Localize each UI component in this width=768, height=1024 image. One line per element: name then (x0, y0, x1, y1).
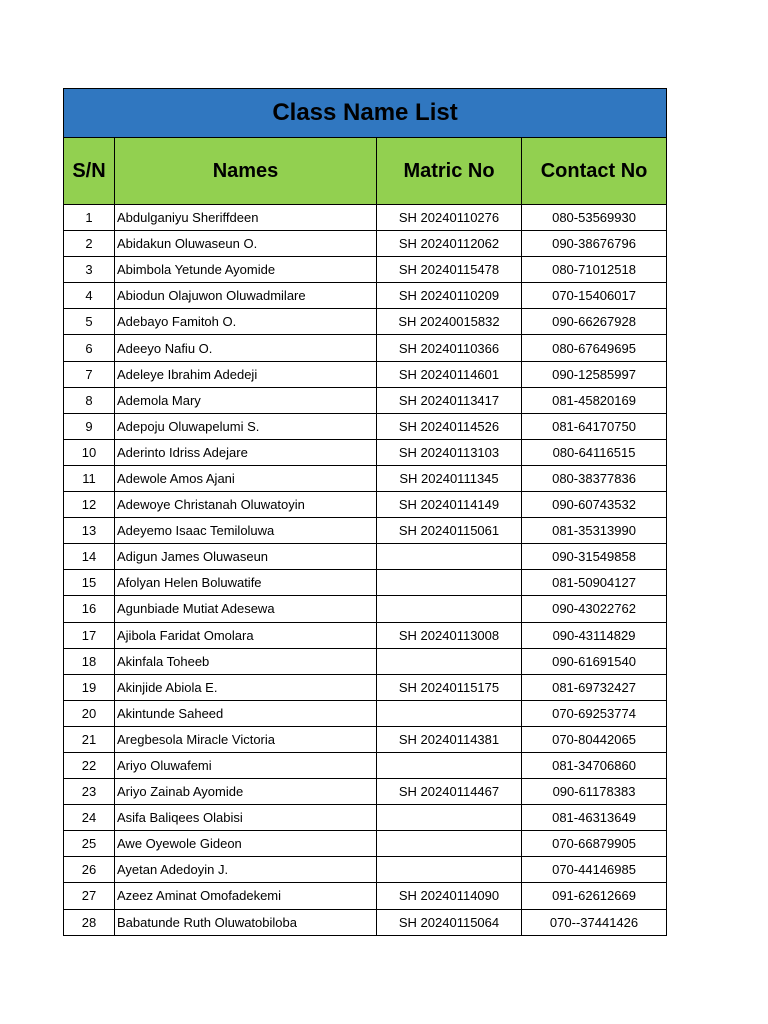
table-row (64, 883, 667, 909)
cell-name: Adepoju Oluwapelumi S. (115, 413, 377, 439)
table-row (64, 309, 667, 335)
cell-matric: SH 20240114526 (377, 413, 522, 439)
cell-matric (377, 570, 522, 596)
cell-name: Akinfala Toheeb (115, 648, 377, 674)
cell-name: Aderinto Idriss Adejare (115, 439, 377, 465)
table-row (64, 413, 667, 439)
cell-matric: SH 20240114090 (377, 883, 522, 909)
cell-name: Agunbiade Mutiat Adesewa (115, 596, 377, 622)
table-row (64, 465, 667, 491)
cell-name: Azeez Aminat Omofadekemi (115, 883, 377, 909)
cell-contact: 090-38676796 (522, 231, 667, 257)
cell-name: Adewole Amos Ajani (115, 465, 377, 491)
cell-matric: SH 20240110366 (377, 335, 522, 361)
cell-name: Abdulganiyu Sheriffdeen (115, 205, 377, 231)
cell-contact: 070-44146985 (522, 857, 667, 883)
cell-contact: 090-66267928 (522, 309, 667, 335)
table-row (64, 805, 667, 831)
cell-sn: 2 (64, 231, 115, 257)
cell-contact: 070-69253774 (522, 700, 667, 726)
table-row (64, 205, 667, 231)
table-row (64, 648, 667, 674)
header-row (64, 138, 667, 205)
cell-name: Adeeyo Nafiu O. (115, 335, 377, 361)
cell-sn: 6 (64, 335, 115, 361)
cell-sn: 20 (64, 700, 115, 726)
table-row (64, 622, 667, 648)
cell-matric: SH 20240114149 (377, 492, 522, 518)
table-row (64, 596, 667, 622)
table-row (64, 492, 667, 518)
cell-contact: 070-66879905 (522, 831, 667, 857)
cell-sn: 13 (64, 518, 115, 544)
cell-contact: 081-46313649 (522, 805, 667, 831)
cell-contact: 090-12585997 (522, 361, 667, 387)
cell-name: Adebayo Famitoh O. (115, 309, 377, 335)
cell-matric: SH 20240114467 (377, 779, 522, 805)
cell-contact: 090-60743532 (522, 492, 667, 518)
table-row (64, 257, 667, 283)
cell-matric (377, 805, 522, 831)
cell-matric: SH 20240114381 (377, 726, 522, 752)
cell-sn: 25 (64, 831, 115, 857)
cell-contact: 080-53569930 (522, 205, 667, 231)
table-row (64, 700, 667, 726)
cell-sn: 14 (64, 544, 115, 570)
cell-contact: 081-35313990 (522, 518, 667, 544)
cell-name: Abiodun Olajuwon Oluwadmilare (115, 283, 377, 309)
cell-sn: 9 (64, 413, 115, 439)
cell-contact: 090-43114829 (522, 622, 667, 648)
cell-contact: 090-61691540 (522, 648, 667, 674)
cell-name: Adeleye Ibrahim Adedeji (115, 361, 377, 387)
table-row (64, 439, 667, 465)
cell-matric (377, 700, 522, 726)
cell-contact: 090-31549858 (522, 544, 667, 570)
header-matric: Matric No (377, 138, 522, 205)
cell-name: Adigun James Oluwaseun (115, 544, 377, 570)
cell-sn: 26 (64, 857, 115, 883)
cell-contact: 091-62612669 (522, 883, 667, 909)
cell-contact: 080-38377836 (522, 465, 667, 491)
cell-sn: 17 (64, 622, 115, 648)
cell-name: Ariyo Oluwafemi (115, 752, 377, 778)
cell-contact: 070-15406017 (522, 283, 667, 309)
cell-sn: 1 (64, 205, 115, 231)
table-row (64, 831, 667, 857)
cell-matric: SH 20240113103 (377, 439, 522, 465)
cell-sn: 11 (64, 465, 115, 491)
cell-contact: 081-69732427 (522, 674, 667, 700)
cell-contact: 081-64170750 (522, 413, 667, 439)
cell-name: Akintunde Saheed (115, 700, 377, 726)
cell-sn: 12 (64, 492, 115, 518)
cell-sn: 8 (64, 387, 115, 413)
cell-sn: 4 (64, 283, 115, 309)
cell-matric: SH 20240110276 (377, 205, 522, 231)
cell-name: Babatunde Ruth Oluwatobiloba (115, 909, 377, 935)
cell-matric: SH 20240115175 (377, 674, 522, 700)
cell-sn: 7 (64, 361, 115, 387)
cell-contact: 070-80442065 (522, 726, 667, 752)
cell-name: Abimbola Yetunde Ayomide (115, 257, 377, 283)
cell-contact: 081-34706860 (522, 752, 667, 778)
cell-name: Abidakun Oluwaseun O. (115, 231, 377, 257)
cell-matric (377, 752, 522, 778)
cell-contact: 081-45820169 (522, 387, 667, 413)
table-row (64, 518, 667, 544)
cell-sn: 16 (64, 596, 115, 622)
table-row (64, 909, 667, 935)
cell-name: Asifa Baliqees Olabisi (115, 805, 377, 831)
cell-sn: 5 (64, 309, 115, 335)
header-sn: S/N (64, 138, 115, 205)
table-row (64, 283, 667, 309)
table-row (64, 570, 667, 596)
cell-sn: 3 (64, 257, 115, 283)
cell-matric: SH 20240113008 (377, 622, 522, 648)
cell-name: Ariyo Zainab Ayomide (115, 779, 377, 805)
cell-matric (377, 544, 522, 570)
sheet-title: Class Name List (64, 89, 667, 138)
table-row (64, 231, 667, 257)
header-contact: Contact No (522, 138, 667, 205)
cell-matric: SH 20240110209 (377, 283, 522, 309)
class-list-table (63, 88, 667, 936)
cell-name: Ademola Mary (115, 387, 377, 413)
cell-matric (377, 648, 522, 674)
cell-matric: SH 20240114601 (377, 361, 522, 387)
cell-sn: 21 (64, 726, 115, 752)
cell-name: Aregbesola Miracle Victoria (115, 726, 377, 752)
cell-matric: SH 20240115478 (377, 257, 522, 283)
cell-name: Awe Oyewole Gideon (115, 831, 377, 857)
cell-matric (377, 857, 522, 883)
table-row (64, 387, 667, 413)
cell-contact: 090-43022762 (522, 596, 667, 622)
cell-matric: SH 20240111345 (377, 465, 522, 491)
cell-matric: SH 20240115061 (377, 518, 522, 544)
table-row (64, 335, 667, 361)
cell-sn: 22 (64, 752, 115, 778)
cell-sn: 15 (64, 570, 115, 596)
cell-sn: 18 (64, 648, 115, 674)
cell-name: Adewoye Christanah Oluwatoyin (115, 492, 377, 518)
cell-name: Akinjide Abiola E. (115, 674, 377, 700)
cell-name: Ayetan Adedoyin J. (115, 857, 377, 883)
cell-contact: 080-67649695 (522, 335, 667, 361)
cell-sn: 28 (64, 909, 115, 935)
cell-name: Ajibola Faridat Omolara (115, 622, 377, 648)
cell-sn: 27 (64, 883, 115, 909)
cell-matric: SH 20240112062 (377, 231, 522, 257)
cell-sn: 19 (64, 674, 115, 700)
cell-contact: 080-64116515 (522, 439, 667, 465)
table-row (64, 752, 667, 778)
table-row (64, 674, 667, 700)
cell-sn: 23 (64, 779, 115, 805)
cell-contact: 090-61178383 (522, 779, 667, 805)
cell-matric: SH 20240113417 (377, 387, 522, 413)
cell-matric (377, 596, 522, 622)
cell-sn: 24 (64, 805, 115, 831)
table-row (64, 857, 667, 883)
cell-name: Adeyemo Isaac Temiloluwa (115, 518, 377, 544)
table-row (64, 361, 667, 387)
cell-matric (377, 831, 522, 857)
cell-matric: SH 20240115064 (377, 909, 522, 935)
cell-matric: SH 20240015832 (377, 309, 522, 335)
cell-sn: 10 (64, 439, 115, 465)
cell-name: Afolyan Helen Boluwatife (115, 570, 377, 596)
cell-contact: 070--37441426 (522, 909, 667, 935)
table-row (64, 726, 667, 752)
table-row (64, 779, 667, 805)
header-names: Names (115, 138, 377, 205)
table-row (64, 544, 667, 570)
cell-contact: 080-71012518 (522, 257, 667, 283)
cell-contact: 081-50904127 (522, 570, 667, 596)
